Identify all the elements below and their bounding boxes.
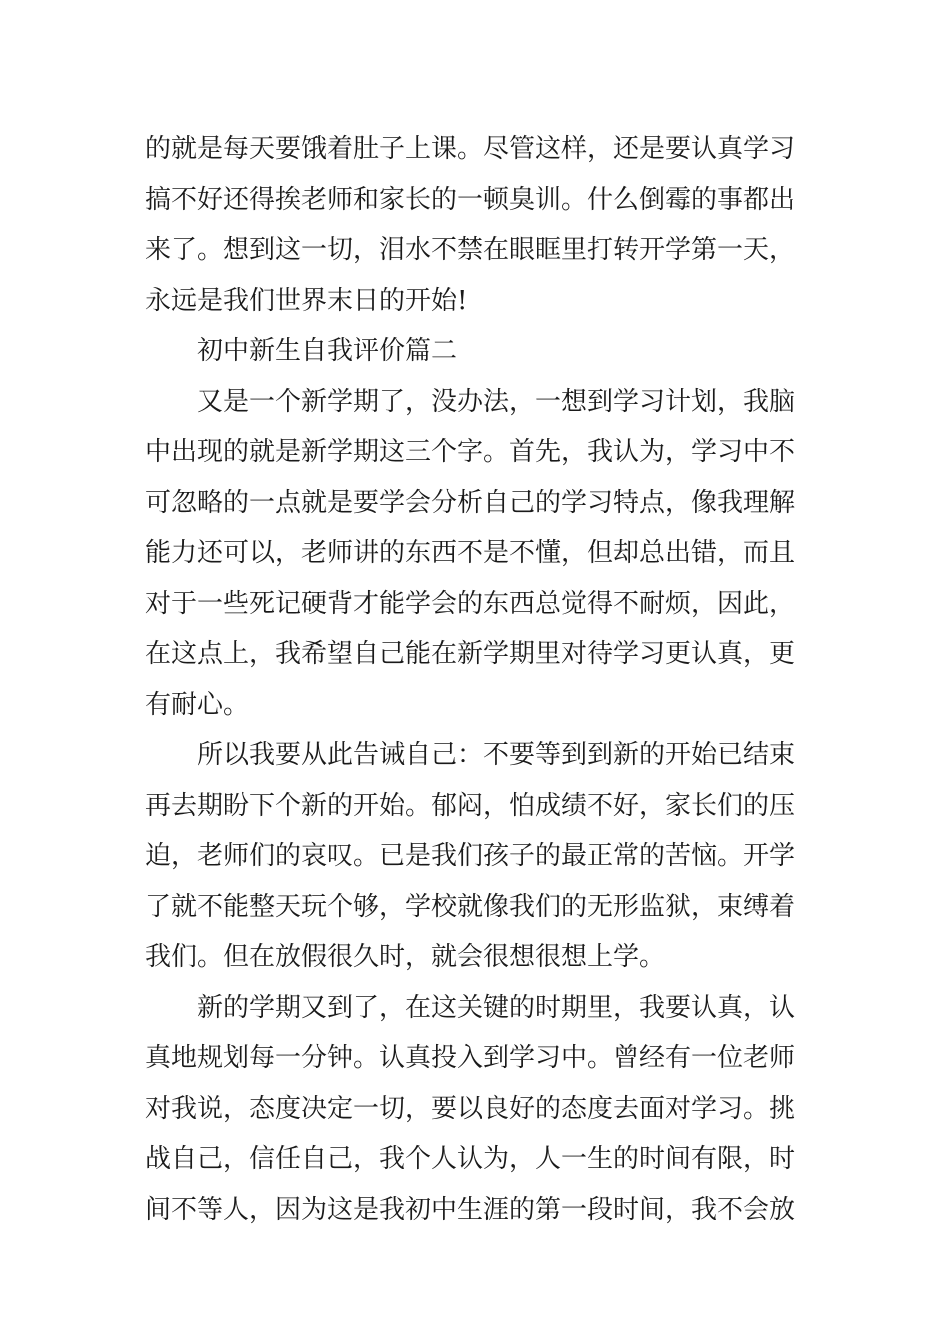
text-line: 能力还可以，老师讲的东西不是不懂，但却总出错，而且 <box>145 538 796 568</box>
text-line: 间不等人，因为这是我初中生涯的第一段时间，我不会放 <box>145 1194 796 1225</box>
text-line: 战自己，信任自己，我个人认为，人一生的时间有限，时 <box>145 1144 796 1174</box>
document-body <box>145 124 810 1235</box>
text-line: 迫，老师们的哀叹。已是我们孩子的最正常的苦恼。开学 <box>145 841 796 871</box>
text-line: 中出现的就是新学期这三个字。首先，我认为，学习中不 <box>145 437 796 467</box>
text-line: 再去期盼下个新的开始。郁闷，怕成绩不好，家长们的压 <box>145 790 796 821</box>
section-heading: 初中新生自我评价篇二 <box>197 336 458 366</box>
text-line: 对于一些死记硬背才能学会的东西总觉得不耐烦，因此， <box>145 588 796 619</box>
text-line: 有耐心。 <box>145 689 250 720</box>
text-line: 的就是每天要饿着肚子上课。尽管这样，还是要认真学习 <box>145 134 796 164</box>
text-line: 搞不好还得挨老师和家长的一顿臭训。什么倒霉的事都出 <box>145 184 796 215</box>
text-line: 新的学期又到了，在这关键的时期里，我要认真，认 <box>197 992 796 1023</box>
text-line: 又是一个新学期了，没办法，一想到学习计划，我脑 <box>197 386 796 417</box>
text-line: 对我说，态度决定一切，要以良好的态度去面对学习。挑 <box>145 1093 796 1124</box>
text-line: 可忽略的一点就是要学会分析自己的学习特点，像我理解 <box>145 487 796 518</box>
text-line: 所以我要从此告诫自己：不要等到到新的开始已结束 <box>197 740 796 770</box>
text-line: 真地规划每一分钟。认真投入到学习中。曾经有一位老师 <box>145 1043 796 1073</box>
text-line: 了就不能整天玩个够，学校就像我们的无形监狱，束缚着 <box>145 891 796 922</box>
text-line: 我们。但在放假很久时，就会很想很想上学。 <box>145 942 666 972</box>
text-line: 永远是我们世界末日的开始! <box>145 285 468 316</box>
text-line: 来了。想到这一切，泪水不禁在眼眶里打转开学第一天， <box>145 235 796 265</box>
text-line: 在这点上，我希望自己能在新学期里对待学习更认真，更 <box>145 639 796 669</box>
